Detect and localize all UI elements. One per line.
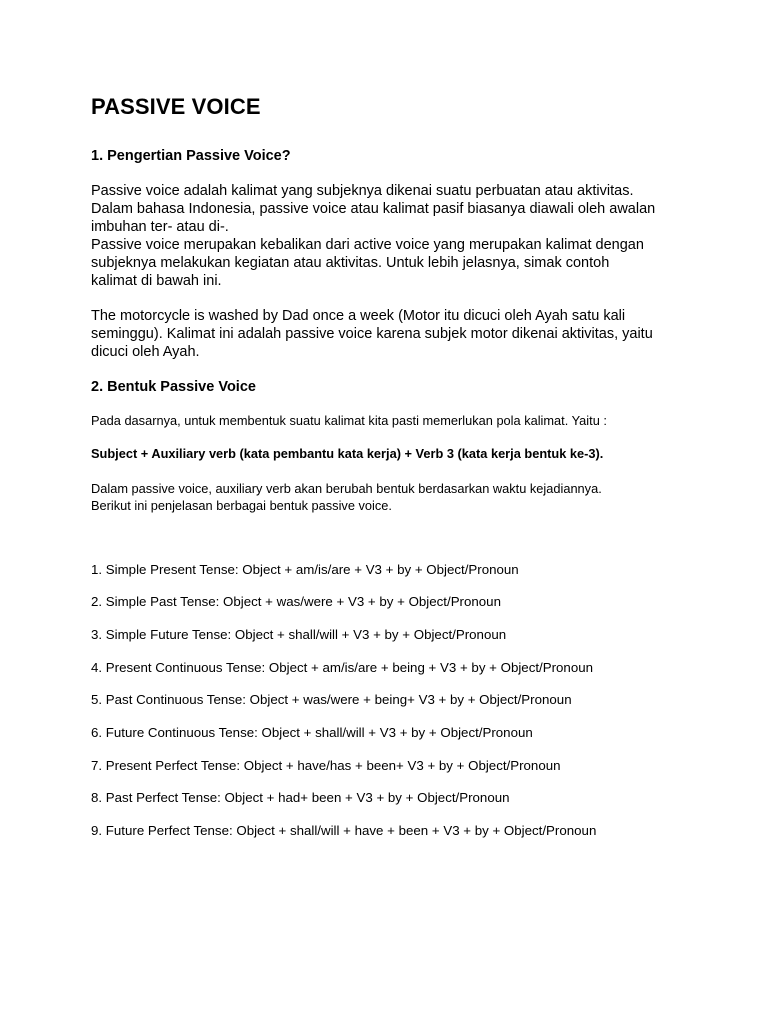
text-line: The motorcycle is washed by Dad once a week (Motor itu dicuci oleh Ayah satu kali	[91, 308, 626, 324]
text-line: kalimat di bawah ini.	[91, 273, 222, 289]
tense-item: 3. Simple Future Tense: Object + shall/will + V3 + by + Object/Pronoun	[91, 627, 507, 642]
text-line: dicuci oleh Ayah.	[91, 344, 200, 360]
text-line: imbuhan ter- atau di-.	[91, 219, 229, 235]
page-title: PASSIVE VOICE	[91, 94, 261, 119]
tense-item: 7. Present Perfect Tense: Object + have/has + been+ V3 + by + Object/Pronoun	[91, 758, 561, 773]
text-line: Dalam bahasa Indonesia, passive voice atau kalimat pasif biasanya diawali oleh awalan	[91, 201, 656, 217]
section-1-paragraph-1	[91, 182, 655, 290]
tense-item: 5. Past Continuous Tense: Object + was/were + being+ V3 + by + Object/Pronoun	[91, 692, 572, 707]
tense-item: 8. Past Perfect Tense: Object + had+ been + V3 + by + Object/Pronoun	[91, 790, 510, 805]
tense-item: 1. Simple Present Tense: Object + am/is/are + V3 + by + Object/Pronoun	[91, 562, 519, 577]
section-2-heading: 2. Bentuk Passive Voice	[91, 379, 256, 395]
tense-item: 4. Present Continuous Tense: Object + am/is/are + being + V3 + by + Object/Pronoun	[91, 660, 594, 675]
text-line: Passive voice merupakan kebalikan dari active voice yang merupakan kalimat dengan	[91, 237, 644, 253]
tense-item: 6. Future Continuous Tense: Object + shall/will + V3 + by + Object/Pronoun	[91, 725, 533, 740]
text-line: seminggu). Kalimat ini adalah passive voice karena subjek motor dikenai aktivitas, yaitu	[91, 326, 653, 342]
text-line: Dalam passive voice, auxiliary verb akan berubah bentuk berdasarkan waktu kejadiannya.	[91, 481, 602, 496]
section-1-paragraph-2	[91, 307, 653, 361]
section-2-intro: Pada dasarnya, untuk membentuk suatu kalimat kita pasti memerlukan pola kalimat. Yaitu :	[91, 413, 607, 428]
text-line: Berikut ini penjelasan berbagai bentuk passive voice.	[91, 498, 392, 513]
text-line: subjeknya melakukan kegiatan atau aktivitas. Untuk lebih jelasnya, simak contoh	[91, 255, 610, 271]
tense-item: 9. Future Perfect Tense: Object + shall/will + have + been + V3 + by + Object/Pronoun	[91, 823, 597, 838]
text-line: Passive voice adalah kalimat yang subjeknya dikenai suatu perbuatan atau aktivitas.	[91, 183, 634, 199]
tense-item: 2. Simple Past Tense: Object + was/were + V3 + by + Object/Pronoun	[91, 594, 501, 609]
passive-formula: Subject + Auxiliary verb (kata pembantu kata kerja) + Verb 3 (kata kerja bentuk ke-3).	[91, 446, 604, 461]
section-2-explanation	[91, 480, 602, 514]
section-1-heading: 1. Pengertian Passive Voice?	[91, 148, 291, 164]
